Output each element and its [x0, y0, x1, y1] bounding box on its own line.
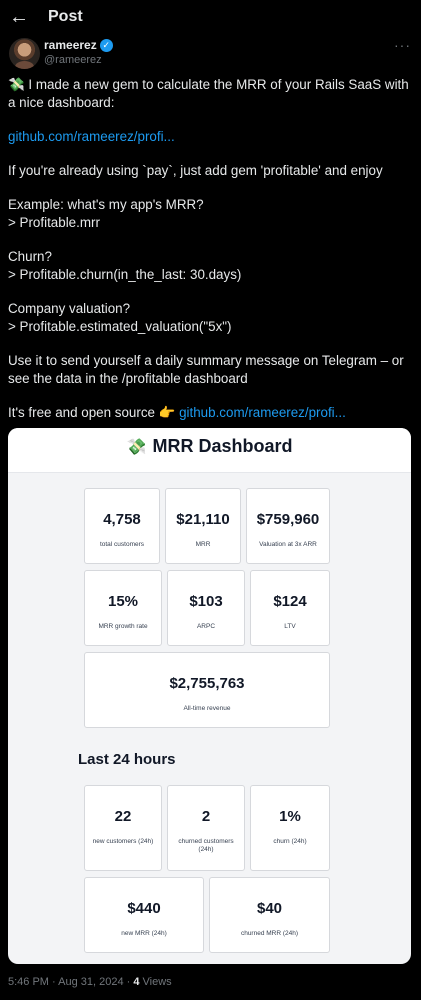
metric-value: 22: [114, 808, 132, 825]
tweet-body: [8, 76, 414, 422]
metric-value: 2: [201, 808, 211, 825]
metric-label: Valuation at 3x ARR: [259, 541, 317, 548]
money-emoji-icon: 💸: [126, 439, 147, 456]
dashboard-header: [8, 428, 411, 473]
verified-check-icon: ✓: [100, 39, 113, 52]
post-timestamp: [8, 976, 172, 988]
views-count: 4: [133, 976, 140, 988]
tweet-text-telegram: Use it to send yourself a daily summary message on Telegram – or see the data in the /profitable dashboard: [8, 353, 408, 386]
metric-card-mrr-growth: [84, 570, 162, 646]
metric-value: $21,110: [176, 511, 230, 528]
metric-value: $759,960: [256, 511, 320, 528]
tweet-text-mrr-example: Example: what's my app's MRR? > Profitable.mrr: [8, 197, 204, 230]
metric-card-new-mrr-24h: [84, 877, 204, 953]
arrow-left-icon[interactable]: ←: [9, 6, 29, 28]
dashboard-title-text: MRR Dashboard: [152, 436, 293, 456]
metric-card-churn-24h: [250, 785, 330, 871]
metric-label: MRR: [195, 541, 211, 548]
more-dots-icon[interactable]: ···: [394, 37, 411, 53]
tweet-text-open-source: It's free and open source 👉: [8, 405, 180, 420]
metric-card-all-time-revenue: [84, 652, 330, 728]
metric-label: ARPC: [196, 623, 216, 630]
metric-card-churned-customers-24h: [167, 785, 245, 871]
metric-label: churned customers (24h): [178, 838, 234, 853]
last-24-hours-heading: Last 24 hours: [78, 751, 176, 768]
metric-label: churn (24h): [273, 838, 307, 845]
author-handle[interactable]: @rameerez: [44, 54, 102, 66]
metric-value: 4,758: [103, 511, 141, 528]
author-name[interactable]: rameerez: [44, 38, 97, 52]
metric-value: $124: [273, 593, 307, 610]
metric-card-total-customers: [84, 488, 160, 564]
tweet-text-churn-example: Churn? > Profitable.churn(in_the_last: 30.days): [8, 249, 242, 282]
metric-label: new customers (24h): [92, 838, 154, 845]
metric-card-mrr: [165, 488, 241, 564]
tweet-text-intro: 💸 I made a new gem to calculate the MRR of your Rails SaaS with a nice dashboard:: [8, 77, 413, 110]
metric-label: All-time revenue: [183, 705, 231, 712]
metric-label: churned MRR (24h): [240, 930, 299, 937]
timestamp-text[interactable]: 5:46 PM · Aug 31, 2024 ·: [8, 976, 134, 988]
github-link-2[interactable]: github.com/rameerez/profi...: [179, 405, 346, 420]
metric-value: $2,755,763: [169, 675, 245, 692]
dashboard-image[interactable]: [8, 428, 411, 964]
author-row: [8, 37, 413, 69]
views-label: Views: [139, 976, 172, 988]
metric-card-new-customers-24h: [84, 785, 162, 871]
metric-label: new MRR (24h): [121, 930, 167, 937]
metric-card-ltv: [250, 570, 330, 646]
top-bar: [0, 0, 421, 34]
metric-label: LTV: [284, 623, 296, 630]
metric-value: $103: [189, 593, 223, 610]
page-title: Post: [48, 8, 83, 25]
metric-value: 1%: [279, 808, 301, 825]
github-link[interactable]: github.com/rameerez/profi...: [8, 129, 175, 144]
tweet-text-valuation-example: Company valuation? > Profitable.estimated_valuation("5x"): [8, 301, 232, 334]
metric-card-valuation: [246, 488, 330, 564]
metric-value: $40: [256, 900, 283, 917]
metric-value: 15%: [107, 593, 139, 610]
tweet-text-pay: If you're already using `pay`, just add gem 'profitable' and enjoy: [8, 163, 383, 178]
dashboard-title: [8, 436, 411, 457]
metric-card-arpc: [167, 570, 245, 646]
avatar[interactable]: [9, 38, 40, 69]
metric-card-churned-mrr-24h: [209, 877, 330, 953]
metric-label: MRR growth rate: [98, 623, 148, 630]
metric-label: total customers: [99, 541, 145, 548]
metric-value: $440: [127, 900, 161, 917]
